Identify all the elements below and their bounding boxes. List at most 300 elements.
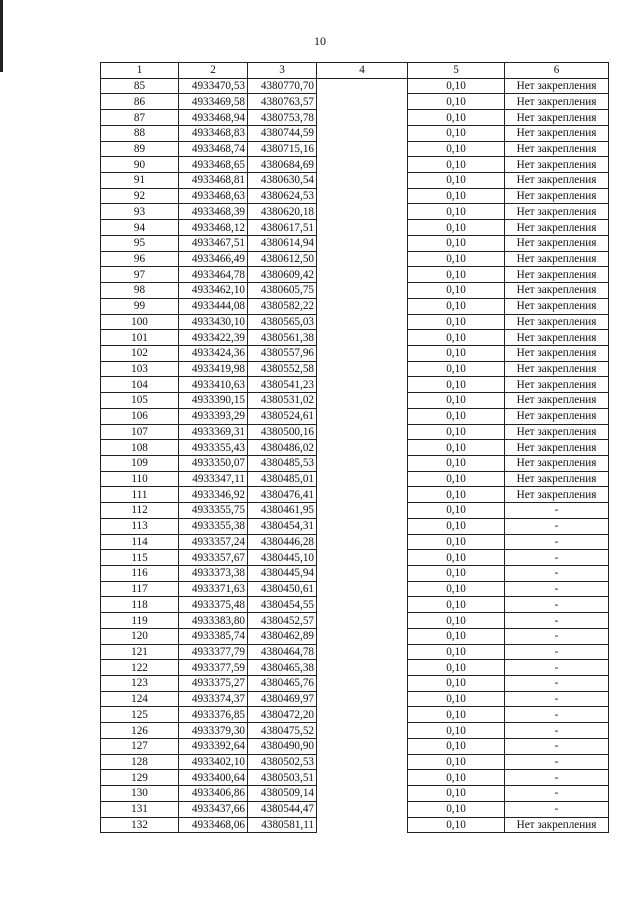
point-number-cell: 99 bbox=[101, 298, 179, 314]
fixing-cell: - bbox=[505, 676, 609, 692]
table-row bbox=[101, 487, 609, 503]
y-coordinate-cell: 4380581,11 bbox=[248, 817, 317, 833]
x-coordinate-cell: 4933444,08 bbox=[179, 298, 248, 314]
method-cell bbox=[317, 644, 408, 660]
method-cell bbox=[317, 786, 408, 802]
method-cell bbox=[317, 581, 408, 597]
table-row bbox=[101, 330, 609, 346]
fixing-cell: - bbox=[505, 738, 609, 754]
method-cell bbox=[317, 173, 408, 189]
point-number-cell: 118 bbox=[101, 597, 179, 613]
table-row bbox=[101, 550, 609, 566]
x-coordinate-cell: 4933393,29 bbox=[179, 408, 248, 424]
table-row bbox=[101, 393, 609, 409]
x-coordinate-cell: 4933357,67 bbox=[179, 550, 248, 566]
point-number-cell: 91 bbox=[101, 173, 179, 189]
y-coordinate-cell: 4380502,53 bbox=[248, 754, 317, 770]
table-row bbox=[101, 518, 609, 534]
point-number-cell: 98 bbox=[101, 283, 179, 299]
y-coordinate-cell: 4380452,57 bbox=[248, 613, 317, 629]
point-number-cell: 88 bbox=[101, 125, 179, 141]
y-coordinate-cell: 4380582,22 bbox=[248, 298, 317, 314]
x-coordinate-cell: 4933468,06 bbox=[179, 817, 248, 833]
y-coordinate-cell: 4380770,70 bbox=[248, 78, 317, 94]
table-row bbox=[101, 660, 609, 676]
y-coordinate-cell: 4380476,41 bbox=[248, 487, 317, 503]
y-coordinate-cell: 4380475,52 bbox=[248, 723, 317, 739]
point-number-cell: 127 bbox=[101, 738, 179, 754]
accuracy-cell: 0,10 bbox=[408, 754, 505, 770]
x-coordinate-cell: 4933355,43 bbox=[179, 440, 248, 456]
accuracy-cell: 0,10 bbox=[408, 204, 505, 220]
method-cell bbox=[317, 518, 408, 534]
fixing-cell: - bbox=[505, 628, 609, 644]
column-header-3: 3 bbox=[248, 63, 317, 79]
accuracy-cell: 0,10 bbox=[408, 220, 505, 236]
fixing-cell: - bbox=[505, 644, 609, 660]
accuracy-cell: 0,10 bbox=[408, 455, 505, 471]
method-cell bbox=[317, 723, 408, 739]
fixing-cell: - bbox=[505, 723, 609, 739]
x-coordinate-cell: 4933464,78 bbox=[179, 267, 248, 283]
accuracy-cell: 0,10 bbox=[408, 94, 505, 110]
point-number-cell: 102 bbox=[101, 345, 179, 361]
table-row bbox=[101, 644, 609, 660]
fixing-cell: Нет закрепления bbox=[505, 125, 609, 141]
x-coordinate-cell: 4933468,83 bbox=[179, 125, 248, 141]
point-number-cell: 104 bbox=[101, 377, 179, 393]
fixing-cell: Нет закрепления bbox=[505, 141, 609, 157]
table-row bbox=[101, 251, 609, 267]
point-number-cell: 107 bbox=[101, 424, 179, 440]
method-cell bbox=[317, 676, 408, 692]
table-row bbox=[101, 534, 609, 550]
y-coordinate-cell: 4380464,78 bbox=[248, 644, 317, 660]
x-coordinate-cell: 4933377,59 bbox=[179, 660, 248, 676]
fixing-cell: Нет закрепления bbox=[505, 487, 609, 503]
point-number-cell: 87 bbox=[101, 110, 179, 126]
point-number-cell: 96 bbox=[101, 251, 179, 267]
accuracy-cell: 0,10 bbox=[408, 801, 505, 817]
table-row bbox=[101, 173, 609, 189]
method-cell bbox=[317, 660, 408, 676]
y-coordinate-cell: 4380544,47 bbox=[248, 801, 317, 817]
y-coordinate-cell: 4380684,69 bbox=[248, 157, 317, 173]
method-cell bbox=[317, 487, 408, 503]
column-header-6: 6 bbox=[505, 63, 609, 79]
table-row bbox=[101, 613, 609, 629]
x-coordinate-cell: 4933430,10 bbox=[179, 314, 248, 330]
accuracy-cell: 0,10 bbox=[408, 534, 505, 550]
table-row bbox=[101, 817, 609, 833]
point-number-cell: 125 bbox=[101, 707, 179, 723]
x-coordinate-cell: 4933437,66 bbox=[179, 801, 248, 817]
method-cell bbox=[317, 110, 408, 126]
table-row bbox=[101, 314, 609, 330]
accuracy-cell: 0,10 bbox=[408, 330, 505, 346]
point-number-cell: 95 bbox=[101, 235, 179, 251]
method-cell bbox=[317, 361, 408, 377]
y-coordinate-cell: 4380490,90 bbox=[248, 738, 317, 754]
y-coordinate-cell: 4380531,02 bbox=[248, 393, 317, 409]
method-cell bbox=[317, 738, 408, 754]
fixing-cell: - bbox=[505, 613, 609, 629]
method-cell bbox=[317, 503, 408, 519]
method-cell bbox=[317, 220, 408, 236]
accuracy-cell: 0,10 bbox=[408, 141, 505, 157]
table-row bbox=[101, 110, 609, 126]
fixing-cell: - bbox=[505, 597, 609, 613]
table-row bbox=[101, 503, 609, 519]
accuracy-cell: 0,10 bbox=[408, 361, 505, 377]
y-coordinate-cell: 4380630,54 bbox=[248, 173, 317, 189]
x-coordinate-cell: 4933355,75 bbox=[179, 503, 248, 519]
y-coordinate-cell: 4380609,42 bbox=[248, 267, 317, 283]
fixing-cell: - bbox=[505, 770, 609, 786]
x-coordinate-cell: 4933376,85 bbox=[179, 707, 248, 723]
point-number-cell: 124 bbox=[101, 691, 179, 707]
x-coordinate-cell: 4933385,74 bbox=[179, 628, 248, 644]
fixing-cell: Нет закрепления bbox=[505, 78, 609, 94]
table-row bbox=[101, 235, 609, 251]
y-coordinate-cell: 4380561,38 bbox=[248, 330, 317, 346]
y-coordinate-cell: 4380454,55 bbox=[248, 597, 317, 613]
accuracy-cell: 0,10 bbox=[408, 345, 505, 361]
accuracy-cell: 0,10 bbox=[408, 157, 505, 173]
method-cell bbox=[317, 125, 408, 141]
accuracy-cell: 0,10 bbox=[408, 251, 505, 267]
x-coordinate-cell: 4933469,58 bbox=[179, 94, 248, 110]
point-number-cell: 117 bbox=[101, 581, 179, 597]
table-row bbox=[101, 157, 609, 173]
accuracy-cell: 0,10 bbox=[408, 660, 505, 676]
fixing-cell: Нет закрепления bbox=[505, 173, 609, 189]
fixing-cell: Нет закрепления bbox=[505, 110, 609, 126]
x-coordinate-cell: 4933402,10 bbox=[179, 754, 248, 770]
y-coordinate-cell: 4380465,76 bbox=[248, 676, 317, 692]
method-cell bbox=[317, 471, 408, 487]
table-row bbox=[101, 267, 609, 283]
accuracy-cell: 0,10 bbox=[408, 738, 505, 754]
y-coordinate-cell: 4380500,16 bbox=[248, 424, 317, 440]
table-row bbox=[101, 801, 609, 817]
x-coordinate-cell: 4933392,64 bbox=[179, 738, 248, 754]
point-number-cell: 121 bbox=[101, 644, 179, 660]
accuracy-cell: 0,10 bbox=[408, 235, 505, 251]
point-number-cell: 97 bbox=[101, 267, 179, 283]
method-cell bbox=[317, 424, 408, 440]
fixing-cell: - bbox=[505, 691, 609, 707]
point-number-cell: 101 bbox=[101, 330, 179, 346]
accuracy-cell: 0,10 bbox=[408, 707, 505, 723]
accuracy-cell: 0,10 bbox=[408, 267, 505, 283]
table-row bbox=[101, 78, 609, 94]
accuracy-cell: 0,10 bbox=[408, 471, 505, 487]
accuracy-cell: 0,10 bbox=[408, 786, 505, 802]
x-coordinate-cell: 4933350,07 bbox=[179, 455, 248, 471]
fixing-cell: Нет закрепления bbox=[505, 817, 609, 833]
fixing-cell: Нет закрепления bbox=[505, 408, 609, 424]
table-row bbox=[101, 455, 609, 471]
fixing-cell: Нет закрепления bbox=[505, 345, 609, 361]
column-header-4: 4 bbox=[317, 63, 408, 79]
x-coordinate-cell: 4933468,65 bbox=[179, 157, 248, 173]
method-cell bbox=[317, 707, 408, 723]
x-coordinate-cell: 4933390,15 bbox=[179, 393, 248, 409]
table-row bbox=[101, 188, 609, 204]
y-coordinate-cell: 4380462,89 bbox=[248, 628, 317, 644]
table-row bbox=[101, 566, 609, 582]
accuracy-cell: 0,10 bbox=[408, 676, 505, 692]
table-row bbox=[101, 377, 609, 393]
point-number-cell: 113 bbox=[101, 518, 179, 534]
accuracy-cell: 0,10 bbox=[408, 550, 505, 566]
method-cell bbox=[317, 188, 408, 204]
method-cell bbox=[317, 251, 408, 267]
method-cell bbox=[317, 628, 408, 644]
table-row bbox=[101, 786, 609, 802]
method-cell bbox=[317, 754, 408, 770]
point-number-cell: 108 bbox=[101, 440, 179, 456]
method-cell bbox=[317, 314, 408, 330]
fixing-cell: Нет закрепления bbox=[505, 204, 609, 220]
table-row bbox=[101, 345, 609, 361]
x-coordinate-cell: 4933400,64 bbox=[179, 770, 248, 786]
accuracy-cell: 0,10 bbox=[408, 314, 505, 330]
fixing-cell: - bbox=[505, 581, 609, 597]
table-row bbox=[101, 597, 609, 613]
x-coordinate-cell: 4933468,81 bbox=[179, 173, 248, 189]
y-coordinate-cell: 4380565,03 bbox=[248, 314, 317, 330]
y-coordinate-cell: 4380541,23 bbox=[248, 377, 317, 393]
fixing-cell: - bbox=[505, 786, 609, 802]
point-number-cell: 109 bbox=[101, 455, 179, 471]
method-cell bbox=[317, 817, 408, 833]
x-coordinate-cell: 4933371,63 bbox=[179, 581, 248, 597]
table-row bbox=[101, 471, 609, 487]
fixing-cell: Нет закрепления bbox=[505, 220, 609, 236]
fixing-cell: Нет закрепления bbox=[505, 455, 609, 471]
y-coordinate-cell: 4380472,20 bbox=[248, 707, 317, 723]
fixing-cell: - bbox=[505, 550, 609, 566]
y-coordinate-cell: 4380445,94 bbox=[248, 566, 317, 582]
method-cell bbox=[317, 330, 408, 346]
accuracy-cell: 0,10 bbox=[408, 581, 505, 597]
point-number-cell: 129 bbox=[101, 770, 179, 786]
x-coordinate-cell: 4933468,63 bbox=[179, 188, 248, 204]
fixing-cell: - bbox=[505, 566, 609, 582]
point-number-cell: 132 bbox=[101, 817, 179, 833]
method-cell bbox=[317, 691, 408, 707]
table-row bbox=[101, 581, 609, 597]
accuracy-cell: 0,10 bbox=[408, 566, 505, 582]
x-coordinate-cell: 4933347,11 bbox=[179, 471, 248, 487]
fixing-cell: Нет закрепления bbox=[505, 251, 609, 267]
fixing-cell: Нет закрепления bbox=[505, 157, 609, 173]
method-cell bbox=[317, 770, 408, 786]
y-coordinate-cell: 4380524,61 bbox=[248, 408, 317, 424]
y-coordinate-cell: 4380469,97 bbox=[248, 691, 317, 707]
method-cell bbox=[317, 157, 408, 173]
y-coordinate-cell: 4380509,14 bbox=[248, 786, 317, 802]
x-coordinate-cell: 4933410,63 bbox=[179, 377, 248, 393]
point-number-cell: 103 bbox=[101, 361, 179, 377]
fixing-cell: - bbox=[505, 801, 609, 817]
method-cell bbox=[317, 534, 408, 550]
column-header-1: 1 bbox=[101, 63, 179, 79]
point-number-cell: 120 bbox=[101, 628, 179, 644]
y-coordinate-cell: 4380446,28 bbox=[248, 534, 317, 550]
table-row bbox=[101, 676, 609, 692]
x-coordinate-cell: 4933467,51 bbox=[179, 235, 248, 251]
accuracy-cell: 0,10 bbox=[408, 110, 505, 126]
accuracy-cell: 0,10 bbox=[408, 503, 505, 519]
x-coordinate-cell: 4933346,92 bbox=[179, 487, 248, 503]
fixing-cell: Нет закрепления bbox=[505, 267, 609, 283]
method-cell bbox=[317, 204, 408, 220]
accuracy-cell: 0,10 bbox=[408, 173, 505, 189]
y-coordinate-cell: 4380744,59 bbox=[248, 125, 317, 141]
x-coordinate-cell: 4933468,39 bbox=[179, 204, 248, 220]
method-cell bbox=[317, 566, 408, 582]
method-cell bbox=[317, 613, 408, 629]
x-coordinate-cell: 4933379,30 bbox=[179, 723, 248, 739]
point-number-cell: 112 bbox=[101, 503, 179, 519]
method-cell bbox=[317, 94, 408, 110]
y-coordinate-cell: 4380485,01 bbox=[248, 471, 317, 487]
x-coordinate-cell: 4933406,86 bbox=[179, 786, 248, 802]
y-coordinate-cell: 4380763,57 bbox=[248, 94, 317, 110]
y-coordinate-cell: 4380485,53 bbox=[248, 455, 317, 471]
y-coordinate-cell: 4380614,94 bbox=[248, 235, 317, 251]
accuracy-cell: 0,10 bbox=[408, 424, 505, 440]
table-row bbox=[101, 283, 609, 299]
accuracy-cell: 0,10 bbox=[408, 644, 505, 660]
fixing-cell: - bbox=[505, 754, 609, 770]
x-coordinate-cell: 4933369,31 bbox=[179, 424, 248, 440]
table-row bbox=[101, 691, 609, 707]
y-coordinate-cell: 4380450,61 bbox=[248, 581, 317, 597]
y-coordinate-cell: 4380753,78 bbox=[248, 110, 317, 126]
point-number-cell: 89 bbox=[101, 141, 179, 157]
fixing-cell: Нет закрепления bbox=[505, 283, 609, 299]
table-row bbox=[101, 738, 609, 754]
table-row bbox=[101, 220, 609, 236]
y-coordinate-cell: 4380624,53 bbox=[248, 188, 317, 204]
y-coordinate-cell: 4380552,58 bbox=[248, 361, 317, 377]
fixing-cell: Нет закрепления bbox=[505, 314, 609, 330]
point-number-cell: 86 bbox=[101, 94, 179, 110]
accuracy-cell: 0,10 bbox=[408, 817, 505, 833]
accuracy-cell: 0,10 bbox=[408, 188, 505, 204]
y-coordinate-cell: 4380486,02 bbox=[248, 440, 317, 456]
fixing-cell: Нет закрепления bbox=[505, 94, 609, 110]
fixing-cell: Нет закрепления bbox=[505, 377, 609, 393]
fixing-cell: - bbox=[505, 534, 609, 550]
x-coordinate-cell: 4933373,38 bbox=[179, 566, 248, 582]
y-coordinate-cell: 4380465,38 bbox=[248, 660, 317, 676]
point-number-cell: 111 bbox=[101, 487, 179, 503]
x-coordinate-cell: 4933419,98 bbox=[179, 361, 248, 377]
accuracy-cell: 0,10 bbox=[408, 628, 505, 644]
method-cell bbox=[317, 267, 408, 283]
table-body bbox=[101, 78, 609, 833]
fixing-cell: Нет закрепления bbox=[505, 188, 609, 204]
method-cell bbox=[317, 455, 408, 471]
method-cell bbox=[317, 345, 408, 361]
accuracy-cell: 0,10 bbox=[408, 408, 505, 424]
method-cell bbox=[317, 550, 408, 566]
point-number-cell: 105 bbox=[101, 393, 179, 409]
table-row bbox=[101, 770, 609, 786]
method-cell bbox=[317, 141, 408, 157]
accuracy-cell: 0,10 bbox=[408, 691, 505, 707]
accuracy-cell: 0,10 bbox=[408, 613, 505, 629]
point-number-cell: 106 bbox=[101, 408, 179, 424]
table-row bbox=[101, 723, 609, 739]
fixing-cell: - bbox=[505, 503, 609, 519]
table-row bbox=[101, 440, 609, 456]
x-coordinate-cell: 4933383,80 bbox=[179, 613, 248, 629]
table-row bbox=[101, 424, 609, 440]
accuracy-cell: 0,10 bbox=[408, 597, 505, 613]
column-header-2: 2 bbox=[179, 63, 248, 79]
y-coordinate-cell: 4380620,18 bbox=[248, 204, 317, 220]
point-number-cell: 110 bbox=[101, 471, 179, 487]
table-row bbox=[101, 628, 609, 644]
point-number-cell: 116 bbox=[101, 566, 179, 582]
point-number-cell: 114 bbox=[101, 534, 179, 550]
y-coordinate-cell: 4380461,95 bbox=[248, 503, 317, 519]
y-coordinate-cell: 4380605,75 bbox=[248, 283, 317, 299]
point-number-cell: 115 bbox=[101, 550, 179, 566]
table-row bbox=[101, 204, 609, 220]
point-number-cell: 85 bbox=[101, 78, 179, 94]
x-coordinate-cell: 4933466,49 bbox=[179, 251, 248, 267]
x-coordinate-cell: 4933468,12 bbox=[179, 220, 248, 236]
fixing-cell: - bbox=[505, 707, 609, 723]
method-cell bbox=[317, 235, 408, 251]
fixing-cell: Нет закрепления bbox=[505, 424, 609, 440]
table-row bbox=[101, 94, 609, 110]
accuracy-cell: 0,10 bbox=[408, 78, 505, 94]
y-coordinate-cell: 4380557,96 bbox=[248, 345, 317, 361]
accuracy-cell: 0,10 bbox=[408, 298, 505, 314]
x-coordinate-cell: 4933424,36 bbox=[179, 345, 248, 361]
table-row bbox=[101, 754, 609, 770]
point-number-cell: 130 bbox=[101, 786, 179, 802]
method-cell bbox=[317, 801, 408, 817]
accuracy-cell: 0,10 bbox=[408, 440, 505, 456]
point-number-cell: 128 bbox=[101, 754, 179, 770]
x-coordinate-cell: 4933422,39 bbox=[179, 330, 248, 346]
method-cell bbox=[317, 298, 408, 314]
point-number-cell: 126 bbox=[101, 723, 179, 739]
accuracy-cell: 0,10 bbox=[408, 377, 505, 393]
fixing-cell: Нет закрепления bbox=[505, 298, 609, 314]
point-number-cell: 100 bbox=[101, 314, 179, 330]
fixing-cell: Нет закрепления bbox=[505, 235, 609, 251]
fixing-cell: Нет закрепления bbox=[505, 393, 609, 409]
x-coordinate-cell: 4933355,38 bbox=[179, 518, 248, 534]
x-coordinate-cell: 4933357,24 bbox=[179, 534, 248, 550]
point-number-cell: 122 bbox=[101, 660, 179, 676]
coordinates-table bbox=[100, 62, 609, 833]
method-cell bbox=[317, 393, 408, 409]
x-coordinate-cell: 4933468,74 bbox=[179, 141, 248, 157]
point-number-cell: 94 bbox=[101, 220, 179, 236]
table-row bbox=[101, 141, 609, 157]
